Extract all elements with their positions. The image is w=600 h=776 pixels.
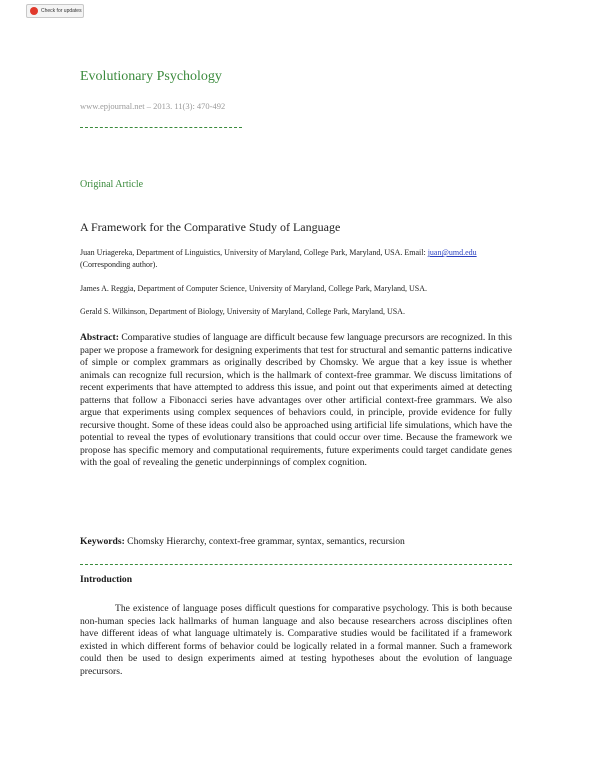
header-divider (80, 127, 242, 128)
check-for-updates-label: Check for updates (41, 8, 82, 14)
article-title: A Framework for the Comparative Study of Language (80, 220, 341, 234)
author-affiliation-2: James A. Reggia, Department of Computer Science, University of Maryland, College Park, Maryland, USA. (80, 284, 428, 293)
abstract (80, 332, 512, 470)
introduction-paragraph: The existence of language poses difficult questions for comparative psychology. This is both because non-human species lack hallmarks of human language and also because researchers across disciplines often have different ideas of what language ultimately is. Comparative studies would be facilitated if a framework existed in which different forms of behavior could be logically related in a formal manner. Such a framework could then be used to design experiments aimed at testing hypotheses about the evolution of language precursors. (80, 603, 512, 677)
author-1-note: (Corresponding author). (80, 260, 158, 269)
author-email-link[interactable]: juan@umd.edu (427, 248, 477, 257)
abstract-text: Comparative studies of language are difficult because few language precursors are recognized. In this paper we propose a framework for designing experiments that test for structural and semantic patterns indicative of simple or complex grammars as originally described by Chomsky. We argue that a key issue is whether animals can recognize full recursion, which is the hallmark of context-free grammar. We discuss limitations of recent experiments that have attempted to address this issue, and point out that experiments aimed at detecting patterns that follow a Fibonacci series have advantages over other artificial context-free grammars. We also argue that experiments using complex sequences of behaviors could, in principle, provide evidence for fully recursive thought. Some of these ideas could also be approached using artificial life simulations, which have the potential to reveal the types of evolutionary transitions that could occur over time. Because the framework we propose has specific memory and computational requirements, future experiments could target candidate genes with the goal of revealing the genetic underpinnings of complex cognition. (80, 332, 512, 468)
keywords-label: Keywords: (80, 536, 125, 547)
author-1-text: Juan Uriagereka, Department of Linguistics, University of Maryland, College Park, Maryland, USA. Email: (80, 248, 428, 257)
section-divider (80, 564, 512, 565)
citation-line: www.epjournal.net – 2013. 11(3): 470-492 (80, 101, 226, 111)
keywords-text: Chomsky Hierarchy, context-free grammar, syntax, semantics, recursion (124, 536, 405, 547)
author-affiliation-3: Gerald S. Wilkinson, Department of Biology, University of Maryland, College Park, Maryland, USA. (80, 307, 405, 316)
journal-name: Evolutionary Psychology (80, 69, 222, 84)
article-type: Original Article (80, 179, 144, 190)
introduction-heading: Introduction (80, 574, 133, 585)
check-for-updates-button[interactable] (26, 4, 84, 18)
crossmark-icon (30, 7, 38, 15)
author-affiliation-1 (80, 247, 512, 271)
abstract-label: Abstract: (80, 332, 119, 343)
keywords (80, 536, 512, 547)
